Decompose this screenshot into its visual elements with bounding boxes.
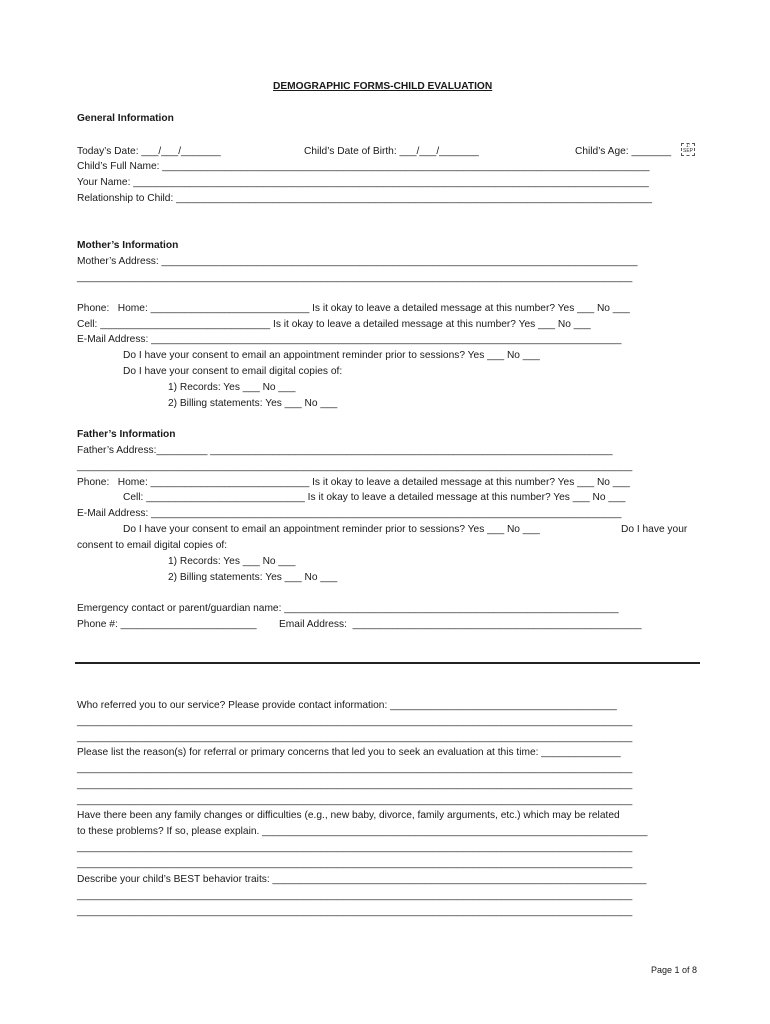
reasons-line-2[interactable]: __________________________________________________________________________________________________ [77, 763, 633, 774]
father-billing-consent[interactable]: 2) Billing statements: Yes ___ No ___ [168, 572, 338, 583]
father-heading: Father’s Information [77, 429, 176, 440]
section-divider [75, 662, 700, 664]
best-traits-line-2[interactable]: __________________________________________________________________________________________________ [77, 890, 633, 901]
referred-line-3[interactable]: __________________________________________________________________________________________________ [77, 732, 633, 743]
your-name-field[interactable]: Your Name: ___________________________________________________________________________________________ [77, 177, 649, 188]
father-consent-reminder[interactable]: Do I have your consent to email an appointment reminder prior to sessions? Yes ___ No ___ [123, 524, 540, 535]
mother-records-consent[interactable]: 1) Records: Yes ___ No ___ [168, 382, 296, 393]
father-email-field[interactable]: E-Mail Address: ___________________________________________________________________________________ [77, 508, 622, 519]
referred-line-2[interactable]: __________________________________________________________________________________________________ [77, 716, 633, 727]
general-heading: General Information [77, 113, 174, 124]
form-title: DEMOGRAPHIC FORMS-CHILD EVALUATION [273, 81, 493, 92]
mother-phone-home-field[interactable]: Phone: Home: ____________________________ Is it okay to leave a detailed message at this number? Yes ___ No ___ [77, 303, 630, 314]
page-number: Page 1 of 8 [651, 965, 698, 975]
family-changes-line-2[interactable]: __________________________________________________________________________________________________ [77, 842, 633, 853]
mother-billing-consent[interactable]: 2) Billing statements: Yes ___ No ___ [168, 398, 338, 409]
emergency-phone-field[interactable]: Phone #: ________________________ [77, 619, 257, 630]
referred-field[interactable]: Who referred you to our service? Please provide contact information: ________________________________________ [77, 700, 617, 711]
mother-heading: Mother’s Information [77, 240, 179, 251]
mother-address-field[interactable]: Mother’s Address: ____________________________________________________________________________________ [77, 256, 638, 267]
family-changes-question: Have there been any family changes or difficulties (e.g., new baby, divorce, family arguments, etc.) which may be related [77, 810, 620, 821]
mother-cell-field[interactable]: Cell: ______________________________ Is it okay to leave a detailed message at this number? Yes ___ No ___ [77, 319, 591, 330]
reasons-line-4[interactable]: __________________________________________________________________________________________________ [77, 795, 633, 806]
stamp-icon: 1: SEP [682, 143, 693, 154]
mother-email-field[interactable]: E-Mail Address: ___________________________________________________________________________________ [77, 334, 622, 345]
emergency-contact-field[interactable]: Emergency contact or parent/guardian name: ___________________________________________________________ [77, 603, 619, 614]
father-address-line2[interactable]: __________________________________________________________________________________________________ [77, 461, 633, 472]
emergency-email-field[interactable]: Email Address: ___________________________________________________ [279, 619, 642, 630]
relationship-field[interactable]: Relationship to Child: ____________________________________________________________________________________ [77, 193, 653, 204]
child-name-field[interactable]: Child’s Full Name: ______________________________________________________________________________________ [77, 161, 650, 172]
family-changes-line-3[interactable]: __________________________________________________________________________________________________ [77, 858, 633, 869]
child-age-field[interactable]: Child’s Age: _______ [575, 146, 672, 157]
father-records-consent[interactable]: 1) Records: Yes ___ No ___ [168, 556, 296, 567]
reasons-field[interactable]: Please list the reason(s) for referral or primary concerns that led you to seek an evaluation at this time: ______________ [77, 747, 621, 758]
mother-consent-reminder[interactable]: Do I have your consent to email an appointment reminder prior to sessions? Yes ___ No ___ [123, 350, 540, 361]
mother-address-line2[interactable]: __________________________________________________________________________________________________ [77, 272, 633, 283]
father-phone-home-field[interactable]: Phone: Home: ____________________________ Is it okay to leave a detailed message at this number? Yes ___ No ___ [77, 477, 630, 488]
best-traits-field[interactable]: Describe your child’s BEST behavior traits: __________________________________________________________________ [77, 874, 647, 885]
father-cell-field[interactable]: Cell: ____________________________ Is it okay to leave a detailed message at this number? Yes ___ No ___ [123, 492, 626, 503]
best-traits-line-3[interactable]: __________________________________________________________________________________________________ [77, 906, 633, 917]
father-consent-tail: Do I have your [621, 524, 688, 535]
reasons-line-3[interactable]: __________________________________________________________________________________________________ [77, 779, 633, 790]
child-dob-field[interactable]: Child’s Date of Birth: ___/___/_______ [304, 146, 479, 157]
father-address-field[interactable]: Father’s Address:_________ _______________________________________________________________________ [77, 445, 613, 456]
mother-consent-digital: Do I have your consent to email digital copies of: [123, 366, 343, 377]
family-changes-field[interactable]: to these problems? If so, please explain. ____________________________________________________________________ [77, 826, 648, 837]
todays-date-field[interactable]: Today’s Date: ___/___/_______ [77, 146, 221, 157]
father-consent-digital: consent to email digital copies of: [77, 540, 228, 551]
